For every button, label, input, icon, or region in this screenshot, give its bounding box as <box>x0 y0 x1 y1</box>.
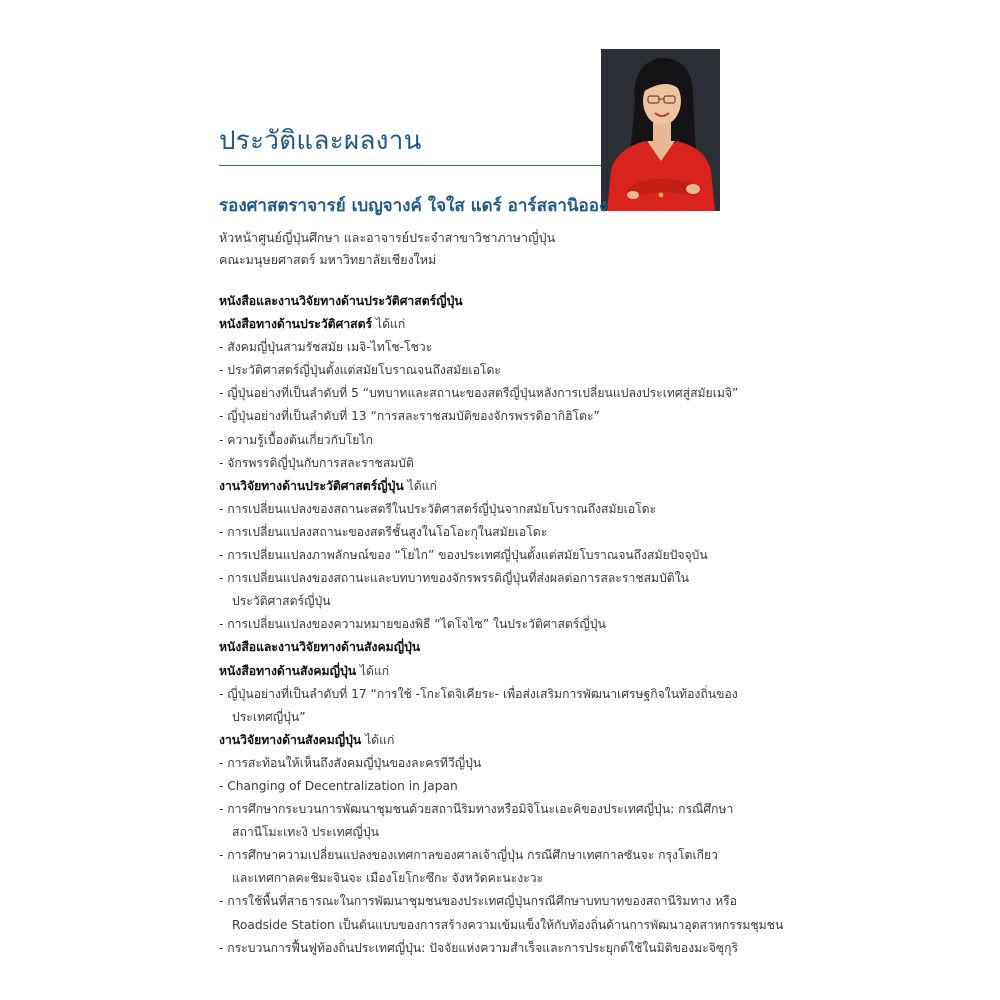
list-item: - ประวัติศาสตร์ญี่ปุ่นตั้งแต่สมัยโบราณจนถึงสมัยเอโดะ <box>219 363 501 378</box>
list-item: - จักรพรรดิญี่ปุ่นกับการสละราชสมบัติ <box>219 455 414 470</box>
list-item: - ญี่ปุ่นอย่างที่เป็นลำดับที่ 5 “บทบาทและสถานะของสตรีญี่ปุ่นหลังการเปลี่ยนแปลงประเทศสู่สมัยเมจิ” <box>219 386 739 401</box>
list-item: - การเปลี่ยนแปลงสถานะของสตรีชั้นสูงในโอโอะกุในสมัยเอโดะ <box>219 524 548 539</box>
page-title: ประวัติและผลงาน <box>219 126 422 156</box>
portrait-illustration <box>601 49 720 211</box>
list-item: - การเปลี่ยนแปลงของสถานะและบทบาทของจักรพรรดิญี่ปุ่นที่ส่งผลต่อการสละราชสมบัติใน <box>219 571 690 586</box>
works-list <box>219 290 784 960</box>
list-item: - การศึกษาความเปลี่ยนแปลงของเทศกาลของศาลเจ้าญี่ปุ่น กรณีศึกษาเทศกาลซันจะ กรุงโตเกียว <box>219 848 718 863</box>
section-heading: หนังสือและงานวิจัยทางด้านสังคมญี่ปุ่น <box>219 640 421 655</box>
subsection-label: หนังสือทางด้านประวัติศาสตร์ <box>219 317 373 332</box>
author-position <box>219 227 555 271</box>
list-item: - การเปลี่ยนแปลงของสถานะสตรีในประวัติศาสตร์ญี่ปุ่นจากสมัยโบราณถึงสมัยเอโดะ <box>219 501 657 516</box>
title-divider <box>219 165 601 166</box>
list-item: - การเปลี่ยนแปลงของความหมายของพิธี “ไดโจไซ” ในประวัติศาสตร์ญี่ปุ่น <box>219 617 606 632</box>
list-item-continuation: สถานีโมะเทะงิ ประเทศญี่ปุ่น <box>232 825 379 840</box>
subsection-suffix: ได้แก่ <box>403 478 437 493</box>
list-item: - การศึกษากระบวนการพัฒนาชุมชนด้วยสถานีริมทางหรือมิจิโนะเอะคิของประเทศญี่ปุ่น: กรณีศึกษา <box>219 802 734 817</box>
subsection-heading <box>219 660 779 683</box>
author-name: รองศาสตราจารย์ เบญจางค์ ใจใส แดร์ อาร์สลานิออง <box>219 196 608 216</box>
list-item: - การเปลี่ยนแปลงภาพลักษณ์ของ “โยไก” ของประเทศญี่ปุ่นตั้งแต่สมัยโบราณจนถึงสมัยปัจจุบัน <box>219 548 708 563</box>
list-item: - Changing of Decentralization in Japan <box>219 778 458 793</box>
position-line: หัวหน้าศูนย์ญี่ปุ่นศึกษา และอาจารย์ประจำสาขาวิชาภาษาญี่ปุ่น <box>219 230 556 245</box>
list-item: - กระบวนการฟื้นฟูท้องถิ่นประเทศญี่ปุ่น: ปัจจัยแห่งความสำเร็จและการประยุกต์ใช้ในมิติของมะจิซุกุริ <box>219 940 739 955</box>
list-item: - ญี่ปุ่นอย่างที่เป็นลำดับที่ 17 “การใช้ -โกะโตจิเคียระ- เพื่อส่งเสริมการพัฒนาเศรษฐกิจในท้องถิ่นของ <box>219 686 738 701</box>
list-item-continuation: Roadside Station เป็นต้นแบบของการสร้างความเข้มแข็งให้กับท้องถิ่นด้านการพัฒนาอุตสาหกรรมชุมชน <box>232 917 784 932</box>
subsection-heading <box>219 729 779 752</box>
list-item: - ญี่ปุ่นอย่างที่เป็นลำดับที่ 13 “การสละราชสมบัติของจักรพรรดิอากิฮิโตะ” <box>219 409 600 424</box>
subsection-suffix: ได้แก่ <box>361 732 395 747</box>
list-item-continuation: ประเทศญี่ปุ่น” <box>232 709 306 724</box>
subsection-heading <box>219 475 779 498</box>
portrait-photo <box>601 49 720 211</box>
subsection-label: งานวิจัยทางด้านประวัติศาสตร์ญี่ปุ่น <box>219 478 404 493</box>
subsection-suffix: ได้แก่ <box>356 663 390 678</box>
position-line: คณะมนุษยศาสตร์ มหาวิทยาลัยเชียงใหม่ <box>219 252 437 267</box>
list-item: - ความรู้เบื้องต้นเกี่ยวกับโยไก <box>219 432 373 447</box>
subsection-label: หนังสือทางด้านสังคมญี่ปุ่น <box>219 663 357 678</box>
subsection-label: งานวิจัยทางด้านสังคมญี่ปุ่น <box>219 732 362 747</box>
list-item-continuation: ประวัติศาสตร์ญี่ปุ่น <box>232 594 331 609</box>
list-item: - การสะท้อนให้เห็นถึงสังคมญี่ปุ่นของละครทีวีญี่ปุ่น <box>219 755 482 770</box>
list-item-continuation: และเทศกาลคะชิมะจินจะ เมืองโยโกะซึกะ จังหวัดคะนะงะวะ <box>232 871 544 886</box>
section-heading: หนังสือและงานวิจัยทางด้านประวัติศาสตร์ญี่ปุ่น <box>219 294 463 308</box>
subsection-suffix: ได้แก่ <box>372 317 406 332</box>
subsection-heading <box>219 313 779 336</box>
list-item: - สังคมญี่ปุ่นสามรัชสมัย เมจิ-ไทโช-โชวะ <box>219 340 433 355</box>
list-item: - การใช้พื้นที่สาธารณะในการพัฒนาชุมชนของประเทศญี่ปุ่นกรณีศึกษาบทบาทของสถานีริมทาง หรือ <box>219 894 738 909</box>
